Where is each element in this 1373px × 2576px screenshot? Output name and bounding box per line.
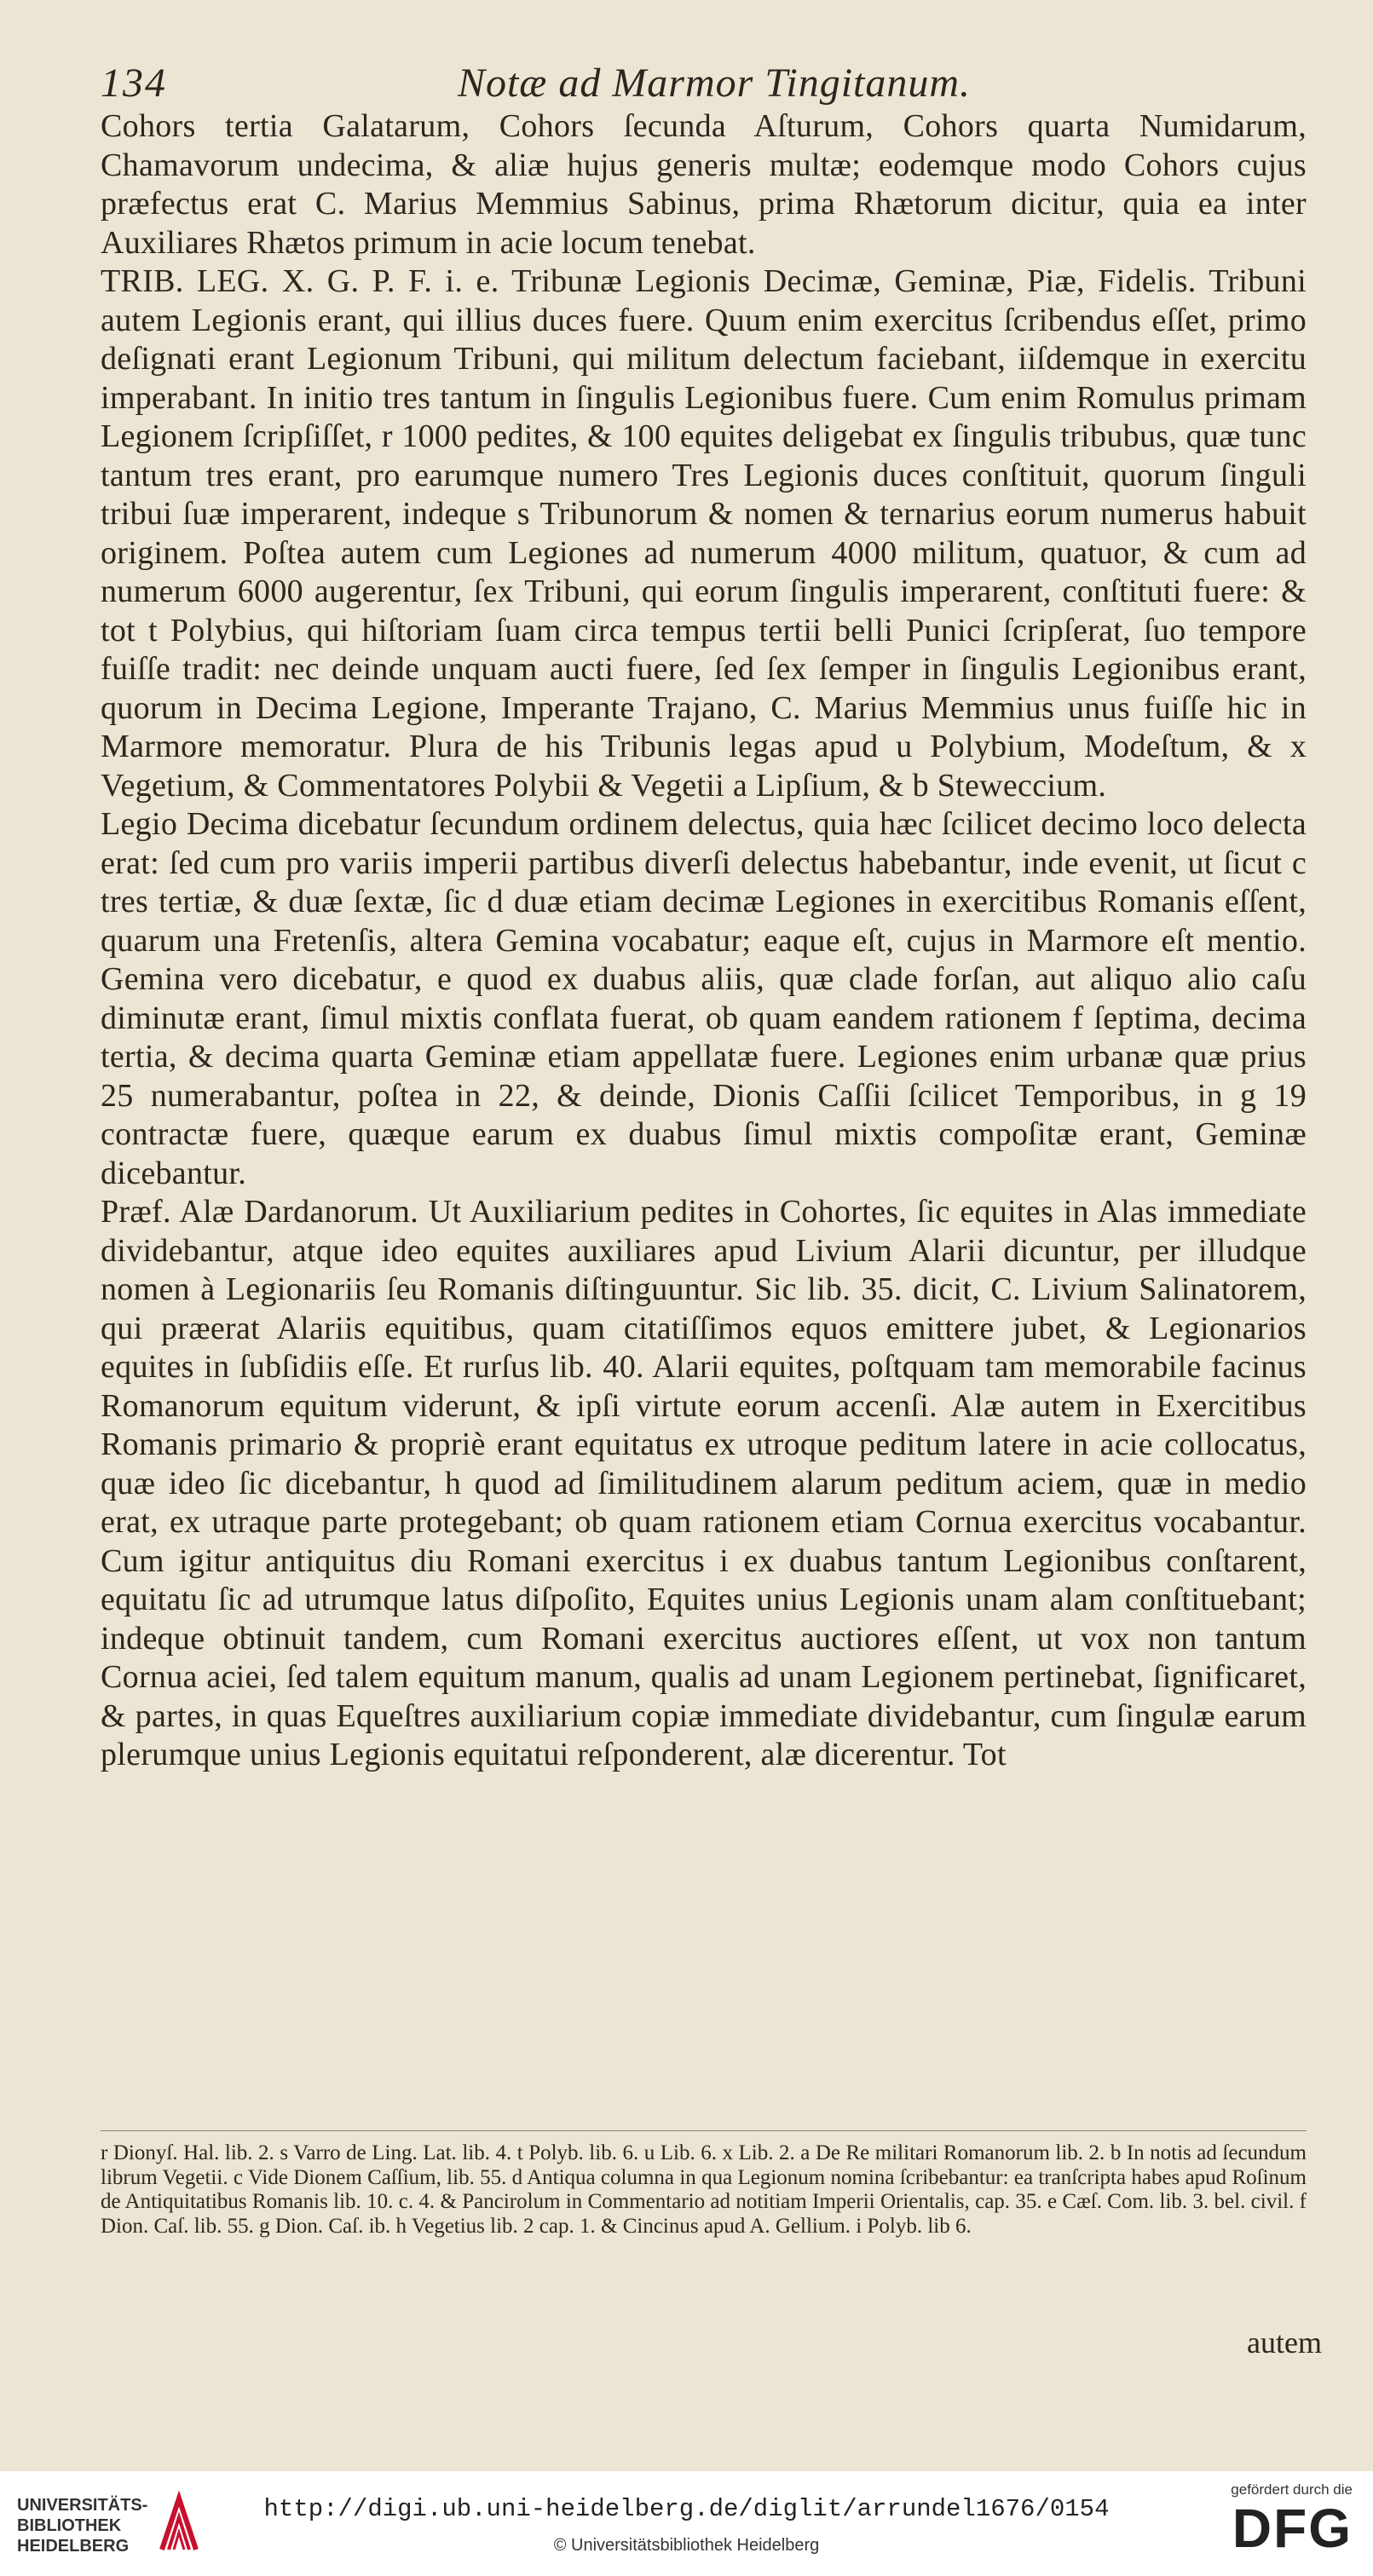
running-title: Notæ ad Marmor Tingitanum. — [457, 61, 972, 106]
library-name-line-1: UNIVERSITÄTS- — [17, 2496, 148, 2515]
footnote-text: r Dionyſ. Hal. lib. 2. s Varro de Ling. Lat. lib. 4. t Polyb. lib. 6. u Lib. 6. x Lib. 2. a De Re militari Romanorum lib. 2. b In notis ad ſecundum librum Vegetii. c Vide Dionem Caſſium, lib. 55. d Antiqua columna in qua Legionum nomina ſcribebantur: ea tranſcripta habes apud Roſinum de Antiquitatibus Romanis lib. 10. c. 4. & Pancirolum in Commentario ad notitiam Imperii Orientalis, cap. 35. e Cæſ. Com. lib. 3. bel. civil. f Dion. Caſ. lib. 55. g Dion. Caſ. ib. h Vegetius lib. 2 cap. 1. & Cincinus apud A. Gellium. i Polyb. lib 6. — [101, 2141, 1307, 2238]
library-name-line-3: HEIDELBERG — [17, 2537, 130, 2556]
page-url-link[interactable]: http://digi.ub.uni-heidelberg.de/diglit/arrundel1676/0154 — [263, 2495, 1110, 2523]
footnotes — [101, 2130, 1307, 2239]
page-number: 134 — [101, 61, 167, 106]
body-text — [101, 107, 1307, 1775]
paragraph-4: Præf. Alæ Dardanorum. Ut Auxiliarium pedites in Cohortes, ſic equites in Alas immediate dividebantur, atque ideo equites auxiliares apud Livium Alarii dicuntur, per illudque nomen à Legionariis ſeu Romanis diſtinguuntur. Sic lib. 35. dicit, C. Livium Salinatorem, qui præerat Alariis equitibus, quam citatiſſimos equos emittere jubet, & Legionarios equites in ſubſidiis eſſe. Et rurſus lib. 40. Alarii equites, poſtquam tam memorabile facinus Romanorum equitum viderunt, & ipſi virtute eorum accenſi. Alæ autem in Exercitibus Romanis primario & propriè erant equitatus ex utroque peditum latere in acie collocatus, quæ ideo ſic dicebantur, h quod ad ſimilitudinem alarum peditum aciem, quæ in medio erat, ex utraque parte protegebant; ob quam rationem etiam Cornua exercitus vocabantur. Cum igitur antiquitus diu Romani exercitus i ex duabus tantum Legionibus conſtarent, equitatu ſic ad utrumque latus diſpoſito, Equites unius Legionis unam alam conſtituebant; indeque obtinuit tandem, cum Romani exercitus auctiores eſſent, ut vox non tantum Cornua aciei, ſed talem equitum manum, qualis ad unam Legionem pertinebat, ſignificaret, & partes, in quas Equeſtres auxiliarium copiæ immediate dividebantur, cum ſingulæ earum plerumque unius Legionis equitatui reſponderent, alæ dicerentur. Tot — [101, 1194, 1307, 1772]
funder-badge[interactable] — [1208, 2481, 1353, 2558]
library-name-line-2: BIBLIOTHEK — [17, 2516, 122, 2535]
paragraph-3: Legio Decima dicebatur ſecundum ordinem delectus, quia hæc ſcilicet decimo loco delecta erat: ſed cum pro variis imperii partibus diverſi delectus habebantur, inde evenit, ut ſicut c tres tertiæ, & duæ ſextæ, ſic d duæ etiam decimæ Legiones in exercitibus Romanis eſſent, quarum una Fretenſis, altera Gemina vocabatur; eaque eſt, cujus in Marmore eſt mentio. Gemina vero dicebatur, e quod ex duabus aliis, quæ clade forſan, aut aliquo alio caſu diminutæ erant, ſimul mixtis conflata fuerat, ob quam eandem rationem f ſeptima, decima tertia, & decima quarta Geminæ etiam appellatæ fuere. Legiones enim urbanæ quæ prius 25 numerabantur, poſtea in 22, & deinde, Dionis Caſſii ſcilicet Temporibus, in g 19 contractæ fuere, quæque earum ex duabus ſimul mixtis compoſitæ erant, Geminæ dicebantur. — [101, 806, 1307, 1191]
paragraph-1: Cohors tertia Galatarum, Cohors ſecunda Aſturum, Cohors quarta Numidarum, Chamavorum undecima, & aliæ hujus generis multæ; eodemque modo Cohors cujus præfectus erat C. Marius Memmius Sabinus, prima Rhætorum dicitur, quia ea inter Auxiliares Rhætos primum in acie locum tenebat. — [101, 108, 1307, 261]
copyright-notice: © Universitätsbibliothek Heidelberg — [553, 2536, 820, 2555]
catchword: autem — [1247, 2325, 1322, 2360]
dfg-logo: DFG — [1232, 2498, 1353, 2559]
paragraph-2: TRIB. LEG. X. G. P. F. i. e. Tribunæ Legionis Decimæ, Geminæ, Piæ, Fidelis. Tribuni autem Legionis erant, qui illius duces fuere. Quum enim exercitus ſcribendus eſſet, primo deſignati erant Legionum Tribuni, qui militum delectum faciebant, iiſdemque in exercitu imperabant. In initio tres tantum in ſingulis Legionibus fuere. Cum enim Romulus primam Legionem ſcripſiſſet, r 1000 pedites, & 100 equites deligebat ex ſingulis tribubus, quæ tunc tantum tres erant, pro earumque numero Tres Legionis duces conſtituit, quorum ſinguli tribui ſuæ imperarent, indeque s Tribunorum & nomen & ternarius eorum numerus habuit originem. Poſtea autem cum Legiones ad numerum 4000 militum, quatuor, & cum ad numerum 6000 augerentur, ſex Tribuni, qui eorum ſingulis imperarent, conſtituti fuere: & tot t Polybius, qui hiſtoriam ſuam circa tempus tertii belli Punici ſcripſerat, ſuo tempore fuiſſe tradit: nec deinde unquam aucti fuere, ſed ſex ſemper in ſingulis Legionibus erant, quorum in Decima Legione, Imperante Trajano, C. Marius Memmius unus fuiſſe hic in Marmore memoratur. Plura de his Tribunis legas apud u Polybium, Modeſtum, & x Vegetium, & Commentatores Polybii & Vegetii a Lipſium, & b Steweccium. — [101, 263, 1307, 804]
viewer-footer — [0, 2471, 1373, 2576]
funder-note: gefördert durch die — [1231, 2481, 1353, 2498]
